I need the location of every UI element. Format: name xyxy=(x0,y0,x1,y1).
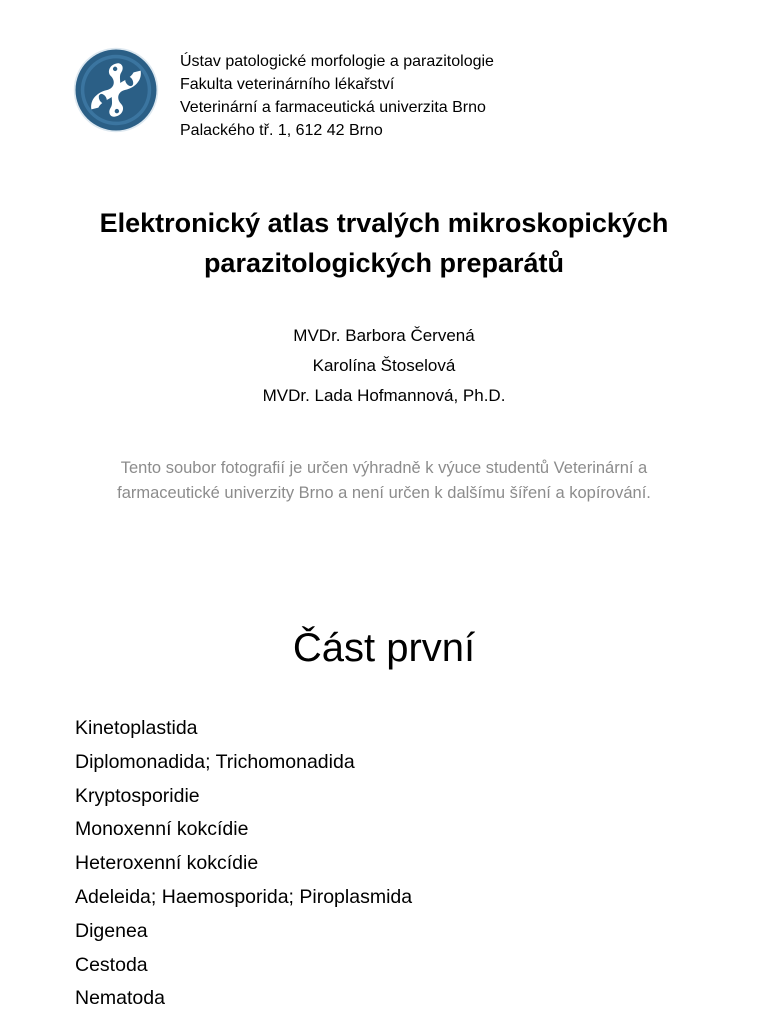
contents-item: Cestoda xyxy=(75,953,148,976)
institution-faculty: Fakulta veterinárního lékařství xyxy=(180,76,395,93)
institution-department: Ústav patologické morfologie a parazitologie xyxy=(180,53,494,70)
contents-item: Digenea xyxy=(75,919,148,942)
document-title xyxy=(0,203,768,283)
contents-list xyxy=(75,712,412,1016)
author-name: MVDr. Lada Hofmannová, Ph.D. xyxy=(262,386,506,405)
contents-item: Kinetoplastida xyxy=(75,717,198,739)
institution-street-address: Palackého tř. 1, 612 42 Brno xyxy=(180,122,383,139)
document-title-line-1: Elektronický atlas trvalých mikroskopických xyxy=(99,208,669,238)
author-name: MVDr. Barbora Červená xyxy=(293,326,475,345)
university-logo xyxy=(72,46,160,134)
institution-university: Veterinární a farmaceutická univerzita Brno xyxy=(180,99,486,116)
contents-item: Monoxenní kokcídie xyxy=(75,818,249,841)
document-title-line-2: parazitologických preparátů xyxy=(203,248,565,278)
contents-item: Diplomonadida; Trichomonadida xyxy=(75,750,355,773)
contents-item: Adeleida; Haemosporida; Piroplasmida xyxy=(75,885,413,908)
contents-item: Nematoda xyxy=(75,987,165,1010)
institution-address xyxy=(180,50,494,142)
authors-list xyxy=(0,321,768,411)
author-name: Karolína Štoselová xyxy=(312,356,456,375)
part-heading: Část první xyxy=(292,626,476,670)
usage-notice: Tento soubor fotografií je určen výhradně k výuce studentů Veterinární a farmaceutické univerzity Brno a není určen k dalšímu šíření a kopírování. xyxy=(117,459,651,502)
contents-item: Kryptosporidie xyxy=(75,784,200,807)
contents-item: Heteroxenní kokcídie xyxy=(75,852,259,875)
